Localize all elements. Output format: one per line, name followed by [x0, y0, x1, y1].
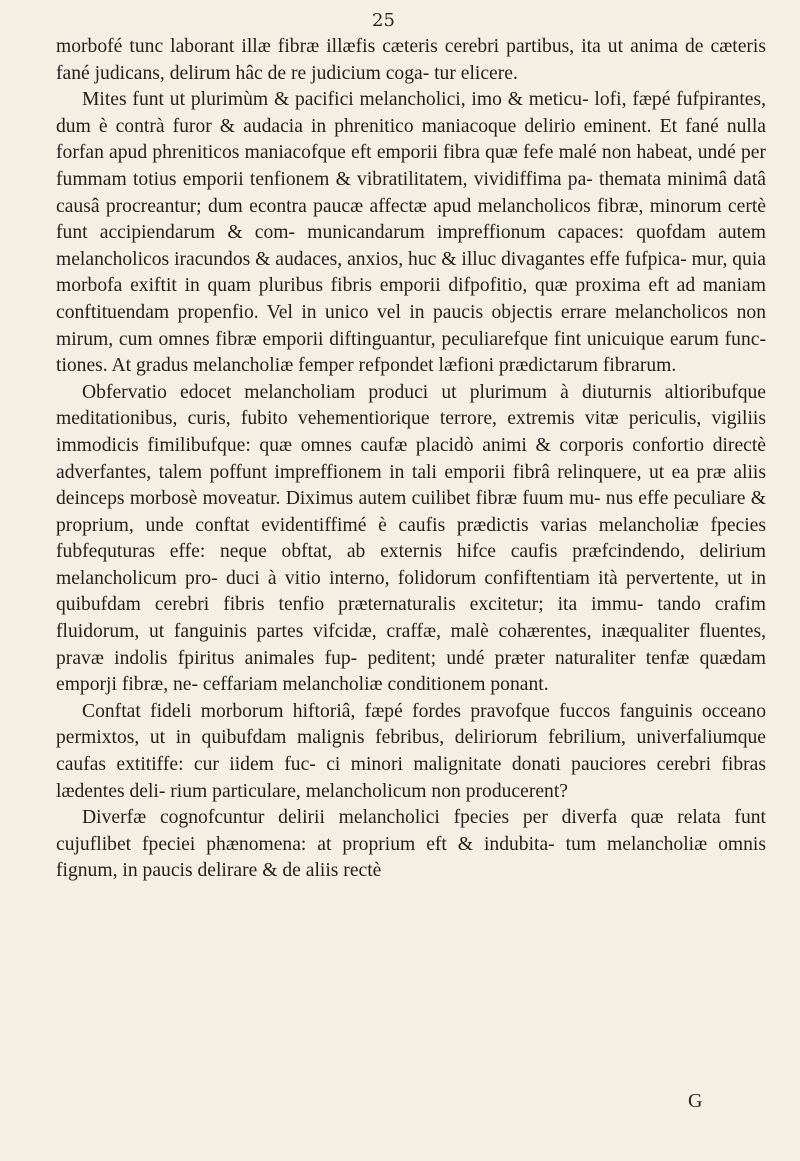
paragraph-5: Diverfæ cognofcuntur delirii melancholici fpecies per diverfa quæ relata funt cujuflibet fpeciei phænomena: at proprium eft & indubita- tum melancholiæ omnis fignum, in paucis delirare & de aliis rectè — [56, 807, 766, 882]
paragraph-3: Obfervatio edocet melancholiam produci ut plurimum à diuturnis altioribufque meditationibus, curis, fubito vehementiorique terrore, extremis vitæ periculis, vigiliis immodicis fimilibufque: quæ omnes caufæ placidò animi & corporis confortio directè adverfantes, talem poffunt impreffionem in tali emporii fibrâ relinquere, ut ea præ aliis deinceps morbosè moveatur. Diximus autem cuilibet fibræ fuum mu- nus effe peculiare & proprium, unde conftat evidentiffimé è caufis prædictis varias melancholiæ fpecies fubfequturas effe: neque obftat, ab externis hifce caufis præfcindendo, delirium melancholicum pro- duci à vitio interno, folidorum confiftentiam ità pervertente, ut in quibufdam cerebri fibris tenfio præternaturalis excitetur; ita immu- tando crafim fluidorum, ut fanguinis partes vifcidæ, craffæ, malè cohærentes, inæqualiter fluentes, pravæ indolis fpiritus animales fup- peditent; undé præter naturaliter tenfæ quædam emporji fibræ, ne- ceffariam melancholiæ conditionem ponant. — [56, 381, 766, 696]
paragraph-1: morbofé tunc laborant illæ fibræ illæfis cæteris cerebri partibus, ita ut anima de cæteris fané judicans, delirum hâc de re judicium coga- tur elicere. — [56, 36, 766, 84]
paragraph-2: Mites funt ut plurimùm & pacifici melancholici, imo & meticu- lofi, fæpé fufpirantes, dum è contrà furor & audacia in phrenitico maniacoque delirio eminent. Et fané nulla forfan apud phreniticos maniacofque eft emporii fibra quæ fefe malé non habeat, undé per fummam totius emporii tenfionem & vibratilitatem, vividiffima pa- themata minimâ datâ causâ procreantur; dum econtra paucæ affectæ apud melancholicos fibræ, minorum certè funt accipiendarum & com- municandarum impreffionum capaces: quofdam autem melancholicos iracundos & audaces, anxios, huc & illuc divagantes effe fufpica- mur, quia morbofa exiftit in quam pluribus fibris emporii difpofitio, quæ proxima eft ad maniam conftituendam propenfio. Vel in unico vel in paucis objectis errare melancholicos non mirum, cum omnes fibræ emporii diftinguantur, peculiarefque fint unicuique earum func- tiones. At gradus melancholiæ femper refpondet læfioni prædictarum fibrarum. — [56, 89, 766, 377]
page-number: 25 — [372, 10, 395, 31]
body-text — [56, 34, 766, 885]
signature-mark: G — [688, 1090, 703, 1112]
paragraph-4: Conftat fideli morborum hiftoriâ, fæpé fordes pravofque fuccos fanguinis occeano permixtos, ut in quibufdam malignis febribus, deliriorum febrilium, univerfaliumque caufas extitiffe: cur iidem fuc- ci minori malignitate donati pauciores cerebri fibras lædentes deli- rium particulare, melancholicum non producerent? — [56, 700, 766, 802]
